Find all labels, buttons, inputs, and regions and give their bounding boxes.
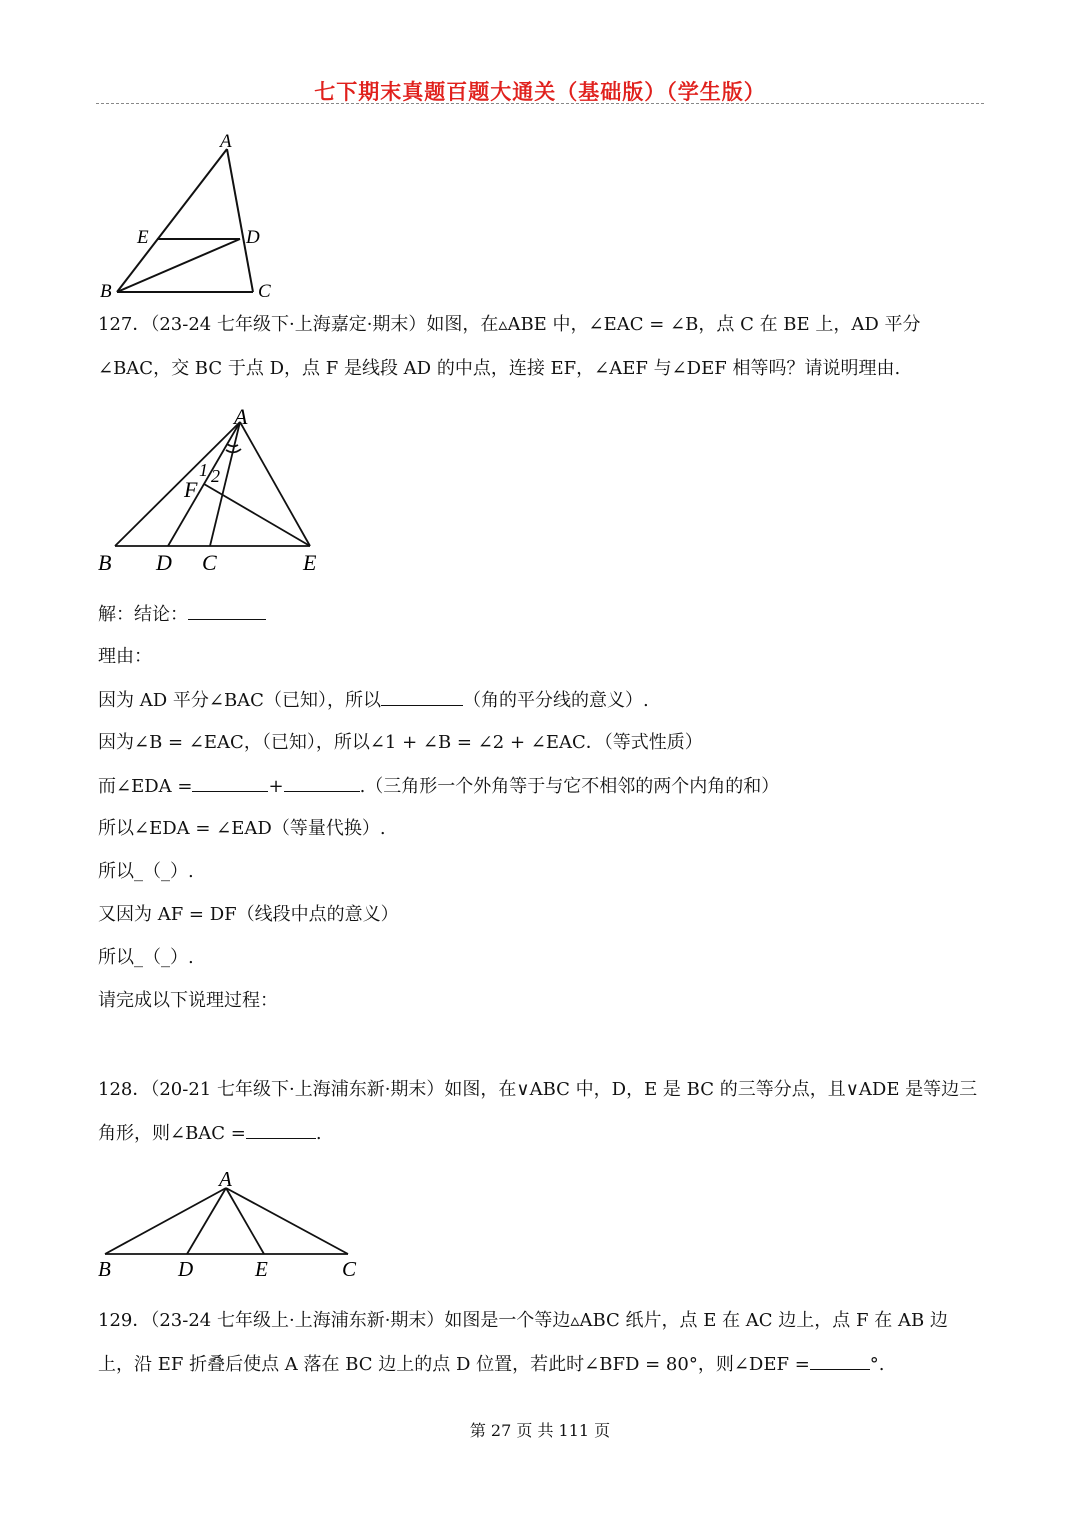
q127-step5: 所以_（_）.: [98, 861, 194, 882]
blank-conclusion[interactable]: [188, 601, 266, 620]
segment-bd: [117, 239, 240, 292]
segment-ab: [115, 422, 240, 546]
page-header-title: 七下期末真题百题大通关（基础版）（学生版）: [314, 79, 766, 104]
label-c: C: [258, 281, 271, 302]
label-a: A: [220, 131, 232, 152]
q128-text-line1: 128．（20-21 七年级下·上海浦东新·期末）如图，在∨ABC 中，D，E 是 BC 的三等分点，且∨ADE 是等边三: [98, 1079, 978, 1100]
q127-solution-conclusion: 解：结论：: [98, 601, 266, 628]
blank-q129[interactable]: [810, 1351, 870, 1370]
label-b: B: [100, 281, 112, 302]
q127-step1: 因为 AD 平分∠BAC（已知），所以 （角的平分线的意义）.: [98, 687, 649, 714]
segment-ae: [240, 422, 310, 546]
page-footer: 第 27 页 共 111 页: [469, 1421, 611, 1440]
q128-text-line2: 角形，则∠BAC = .: [98, 1120, 322, 1147]
q127-solution-reason: 理由：: [98, 646, 152, 667]
figure-q128: [90, 1160, 380, 1285]
q129-text-line2: 上，沿 EF 折叠后使点 A 落在 BC 边上的点 D 位置，若此时∠BFD = 80°，则∠DEF = °.: [98, 1351, 885, 1378]
label-b: B: [98, 1257, 111, 1281]
label-angle-1: 1: [199, 460, 208, 480]
q127-text-line1: 127．（23-24 七年级下·上海嘉定·期末）如图，在▵ABE 中，∠EAC = ∠B，点 C 在 BE 上，AD 平分: [98, 314, 921, 335]
q127-step3: 而∠EDA = + .（三角形一个外角等于与它不相邻的两个内角的和）: [98, 773, 779, 800]
label-f: F: [184, 477, 198, 502]
segment-fe: [204, 484, 310, 546]
q127-step8: 请完成以下说理过程：: [98, 990, 278, 1011]
label-d: D: [246, 227, 260, 248]
q127-text-line2: ∠BAC，交 BC 于点 D，点 F 是线段 AD 的中点，连接 EF，∠AEF 与∠DEF 相等吗？请说明理由.: [98, 358, 901, 379]
label-a: A: [234, 404, 248, 429]
label-angle-2: 2: [211, 466, 220, 486]
label-e: E: [137, 227, 149, 248]
label-c: C: [202, 550, 217, 575]
q127-step4: 所以∠EDA = ∠EAD（等量代换）.: [98, 818, 386, 839]
angle-arc-1: [227, 444, 238, 446]
q127-step2: 因为∠B = ∠EAC，（已知），所以∠1 + ∠B = ∠2 + ∠EAC．（等式性质）: [98, 732, 703, 753]
label-a: A: [219, 1167, 232, 1191]
header-divider: [96, 103, 984, 104]
segment-ab: [105, 1188, 226, 1254]
label-d: D: [178, 1257, 194, 1281]
blank-q128[interactable]: [246, 1120, 316, 1139]
label-e: E: [255, 1257, 268, 1281]
figure-q127: [90, 400, 350, 580]
blank-step1[interactable]: [381, 687, 463, 706]
q127-step6: 又因为 AF = DF（线段中点的意义）: [98, 904, 399, 925]
figure-triangle-abc-ed: [90, 125, 290, 305]
label-b: B: [98, 550, 112, 575]
label-c: C: [342, 1257, 357, 1281]
blank-step3-first[interactable]: [192, 773, 268, 792]
q129-text-line1: 129．（23-24 七年级上·上海浦东新·期末）如图是一个等边▵ABC 纸片，点 E 在 AC 边上，点 F 在 AB 边: [98, 1310, 948, 1331]
segment-ac: [227, 149, 253, 292]
label-d: D: [156, 550, 172, 575]
segment-ab: [117, 149, 227, 292]
label-e: E: [303, 550, 317, 575]
blank-step3-second[interactable]: [284, 773, 360, 792]
q127-step7: 所以_（_）.: [98, 947, 194, 968]
